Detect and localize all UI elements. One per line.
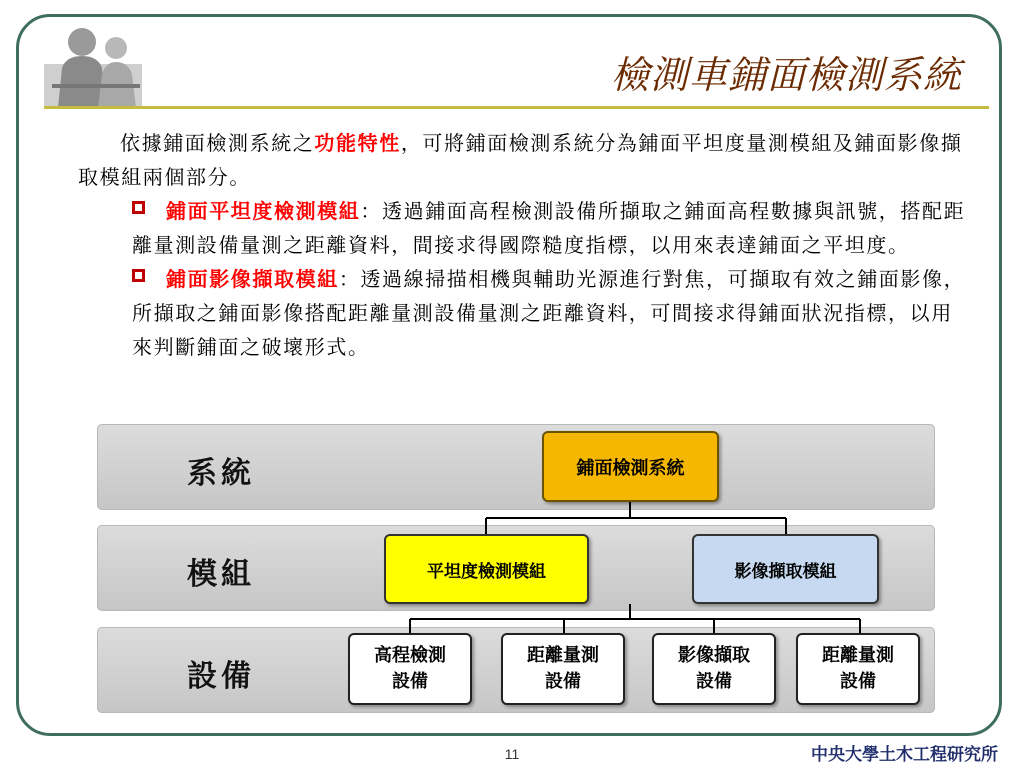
intro-highlight: 功能特性 xyxy=(314,131,401,155)
bullet-heading: 鋪面影像擷取模組 xyxy=(166,267,339,291)
intro-text: 依據鋪面檢測系統之 xyxy=(120,131,315,155)
level-label: 系統 xyxy=(187,456,255,491)
module-node-flatness: 平坦度檢測模組 xyxy=(384,534,589,604)
bullet-text: ：透過鋪面高程檢測設備所擷取之鋪面高程數據與訊號，搭配距離量測設備量測之距離資料，間接求得國際糙度指標，以用來表達鋪面之平坦度。 xyxy=(132,199,966,257)
bullet-heading: 鋪面平坦度檢測模組 xyxy=(166,199,361,223)
device-node-image-capture: 影像擷取 設備 xyxy=(652,633,776,705)
module-node-imaging: 影像擷取模組 xyxy=(692,534,879,604)
device-node-elevation: 高程檢測 設備 xyxy=(348,633,472,705)
intro-text-continued: ，可將鋪面檢測系統分為鋪面平坦度量測模組及鋪面影像擷取模組兩個部分。 xyxy=(78,131,963,189)
device-node-distance-2: 距離量測 設備 xyxy=(796,633,920,705)
level-label: 設備 xyxy=(187,659,255,694)
page-number: 11 xyxy=(504,746,520,762)
slide-title: 檢測車鋪面檢測系統 xyxy=(610,53,962,97)
system-node: 鋪面檢測系統 xyxy=(542,431,719,502)
level-label: 模組 xyxy=(187,557,255,592)
bullet-text: ：透過線掃描相機與輔助光源進行對焦，可擷取有效之鋪面影像，所擷取之鋪面影像搭配距離量測設備量測之距離資料，可間接求得鋪面狀況指標，以用來判斷鋪面之破壞形式。 xyxy=(132,267,966,359)
institution-footer: 中央大學土木工程研究所 xyxy=(811,745,998,764)
device-node-distance: 距離量測 設備 xyxy=(501,633,625,705)
